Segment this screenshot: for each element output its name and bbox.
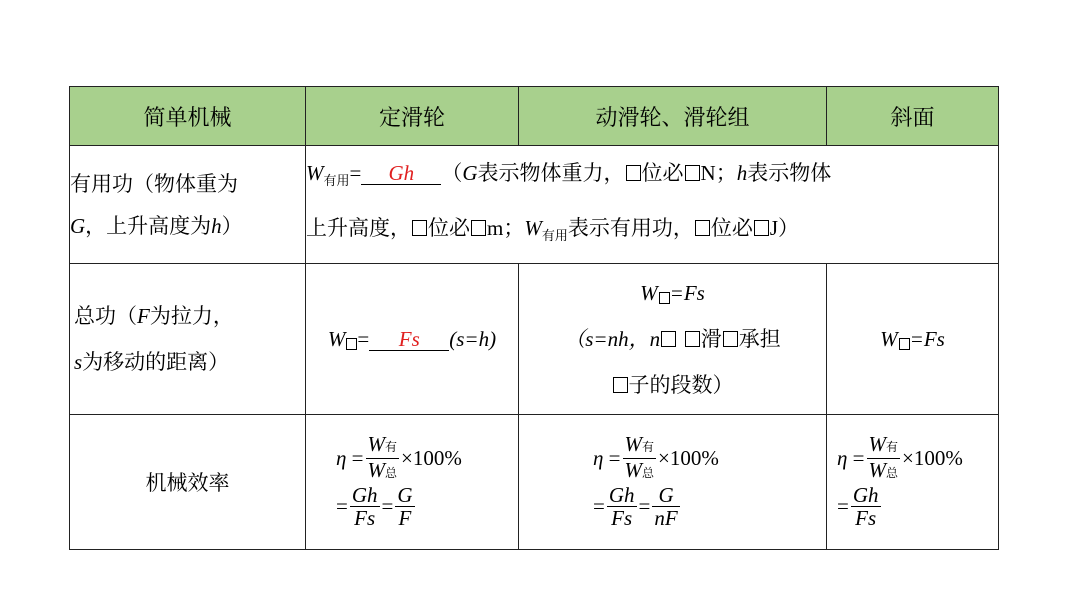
missing-char-box	[626, 165, 641, 181]
missing-char-box	[659, 292, 670, 304]
useful-work-label: 有用功（物体重为 G，上升高度为h）	[70, 146, 306, 264]
total-work-answer-blank	[369, 328, 449, 351]
missing-char-box	[471, 220, 486, 236]
header-incline: 斜面	[827, 87, 999, 146]
header-fixed-pulley: 定滑轮	[306, 87, 519, 146]
efficiency-formula-line1: η = $\frac{\text{W有}}{\text{W总}}$ ×100%	[837, 431, 963, 482]
missing-char-box	[685, 331, 700, 347]
header-row	[70, 87, 999, 146]
efficiency-formula-line2: = $\frac{Gh}{Fs}$ = $\frac{G}{nF}$	[593, 482, 678, 530]
efficiency-formula-line2: = $\frac{Gh}{Fs}$ = $\frac{G}{F}$	[336, 482, 413, 530]
incline-efficiency	[827, 415, 999, 550]
efficiency-row	[70, 415, 999, 550]
efficiency-formula-line1: η = $\frac{\text{W有}}{\text{W总}}$ ×100%	[336, 431, 462, 482]
missing-char-box	[754, 220, 769, 236]
simple-machines-table	[69, 86, 999, 550]
missing-char-box	[346, 338, 357, 350]
missing-char-box	[685, 165, 700, 181]
total-work-row	[70, 264, 999, 415]
efficiency-formula-line2: = $\frac{Gh}{Fs}$	[837, 482, 879, 530]
header-simple-machine: 简单机械	[70, 87, 306, 146]
missing-char-box	[613, 377, 628, 393]
total-work-answer: Fs	[398, 326, 420, 351]
useful-work-answer: Gh	[388, 160, 415, 185]
efficiency-label: 机械效率	[70, 415, 306, 550]
efficiency-formula-line1: η = $\frac{\text{W有}}{\text{W总}}$ ×100%	[593, 431, 719, 482]
useful-work-formula: $W_{有用}= Gh$ （G表示物体重力， 位必 N；h表示物体 上升高度， 位必 m；$W_{有用}$表示有用功， 位必 J）	[306, 146, 999, 264]
missing-char-box	[723, 331, 738, 347]
missing-char-box	[695, 220, 710, 236]
missing-char-box	[412, 220, 427, 236]
incline-total-work: W =Fs	[827, 264, 999, 415]
fixed-pulley-efficiency	[306, 415, 519, 550]
missing-char-box	[899, 338, 910, 350]
fixed-pulley-total-work: W = Fs (s=h)	[306, 264, 519, 415]
total-work-label: 总功（F为拉力， s为移动的距离）	[70, 264, 306, 415]
missing-char-box	[661, 331, 676, 347]
useful-work-answer-blank	[361, 162, 441, 185]
useful-work-row	[70, 146, 999, 264]
header-movable-pulley: 动滑轮、滑轮组	[519, 87, 827, 146]
movable-pulley-total-work: W =Fs （s=nh，n 滑 承担 子的段数）	[519, 264, 827, 415]
movable-pulley-efficiency	[519, 415, 827, 550]
